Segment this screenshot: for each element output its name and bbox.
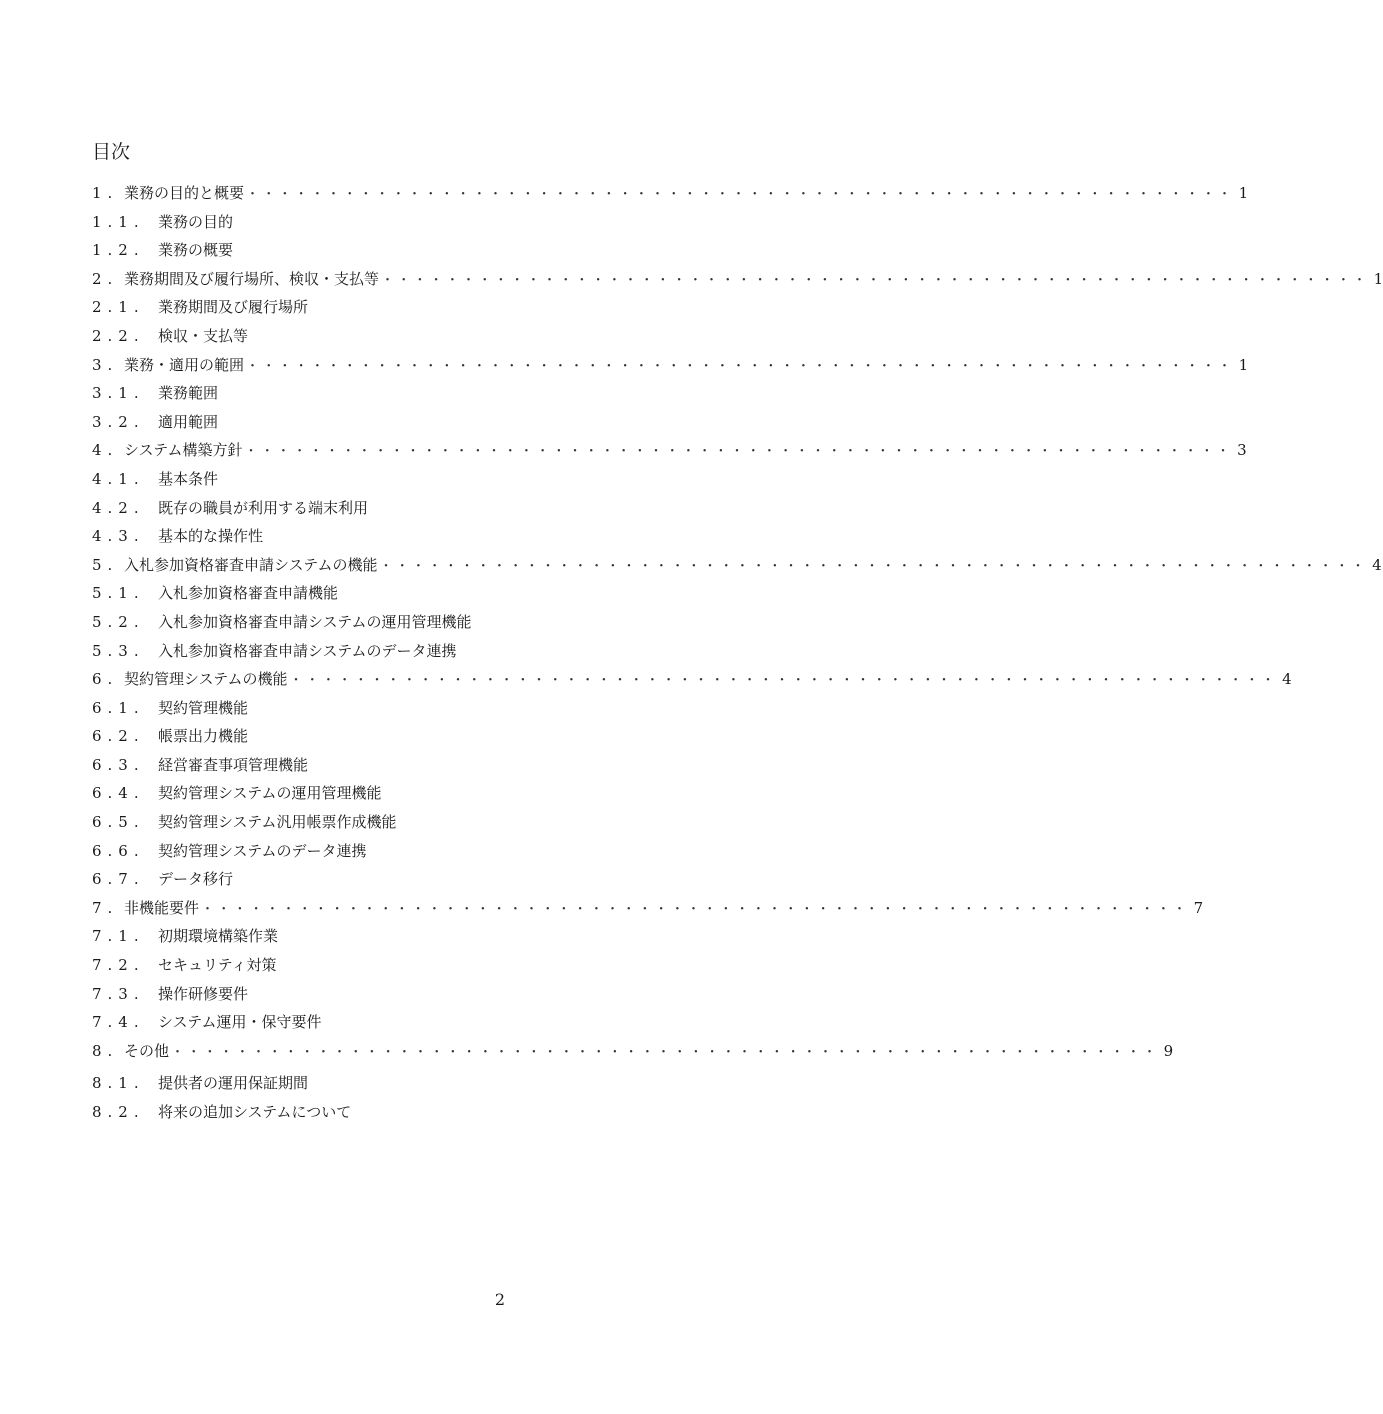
toc-entry-number: 2.2. [92, 326, 145, 345]
toc-leader-dots: ・・・・・・・・・・・・・・・・・・・・・・・・・・・・・・・・・・・・・・・・・・・・・・・・・・・・・・・・・・・・・ [379, 558, 1368, 574]
toc-entry-number: 7.3. [92, 984, 145, 1003]
toc-entry-number: 7.1. [92, 927, 145, 946]
toc-entry-label: 帳票出力機能 [158, 727, 249, 746]
toc-entry-number: 4.2. [92, 498, 145, 517]
toc-entry-number: 6.2. [92, 727, 145, 746]
toc-section-entry [92, 182, 1249, 211]
toc-section-entry [92, 268, 1383, 297]
toc-subsection-entry [92, 697, 794, 726]
page-number: 2 [494, 1290, 506, 1309]
toc-subsection-entry [92, 983, 794, 1012]
toc-entry-number: 6. [92, 670, 119, 689]
toc-entry-number: 1. [92, 184, 119, 202]
toc-subsection-entry [92, 611, 794, 640]
toc-leader-dots: ・・・・・・・・・・・・・・・・・・・・・・・・・・・・・・・・・・・・・・・・・・・・・・・・・・・・・・・・・・・・・ [246, 187, 1235, 202]
toc-entry-page: 1 [1373, 269, 1383, 288]
toc-entry-number: 3. [92, 355, 119, 374]
toc-entry-label: 提供者の運用保証期間 [158, 1074, 309, 1093]
toc-entry-number: 1.1. [92, 212, 145, 231]
toc-subsection-entry [92, 640, 794, 669]
toc-entry-label: 業務の概要 [158, 241, 234, 260]
toc-entry-label: 契約管理システムの運用管理機能 [158, 784, 382, 803]
toc-subsection-entry [92, 468, 794, 497]
toc-entry-number: 5.2. [92, 612, 145, 631]
toc-subsection-entry [92, 840, 794, 869]
toc-entry-number: 8.2. [92, 1103, 145, 1121]
toc-subsection-entry [92, 1072, 794, 1101]
toc-entry-number: 8.1. [92, 1074, 145, 1093]
toc-entry-label: 業務・適用の範囲 [124, 355, 245, 374]
toc-subsection-entry [92, 296, 794, 325]
toc-subsection-entry [92, 811, 794, 840]
toc-subsection-entry [92, 925, 794, 954]
toc-entry-number: 6.6. [92, 841, 145, 860]
toc-entry-label: 基本的な操作性 [158, 527, 264, 546]
toc-section-entry [92, 354, 1249, 383]
toc-section-entry [92, 439, 1247, 468]
toc-subsection-entry [92, 497, 794, 526]
toc-entry-label: 入札参加資格審査申請システムの機能 [124, 555, 378, 574]
toc-entry-label: 既存の職員が利用する端末利用 [158, 498, 369, 517]
toc-entry-page: 4 [1372, 555, 1382, 574]
toc-entry-number: 1.2. [92, 241, 145, 260]
toc-entry-page: 1 [1238, 184, 1249, 202]
toc-entry-label: 初期環境構築作業 [158, 927, 279, 946]
toc-entry-label: システム運用・保守要件 [158, 1013, 322, 1032]
toc-entry-page: 9 [1163, 1041, 1174, 1060]
toc-section-entry [92, 668, 1292, 697]
toc-subsection-entry [92, 211, 794, 240]
toc-entry-number: 2. [92, 269, 119, 288]
toc-entry-label: 契約管理システムの機能 [124, 670, 288, 689]
toc-entry-number: 3.2. [92, 412, 145, 431]
toc-entry-label: その他 [124, 1041, 170, 1060]
toc-leader-dots: ・・・・・・・・・・・・・・・・・・・・・・・・・・・・・・・・・・・・・・・・・・・・・・・・・・・・・・・・・・・・・ [244, 444, 1233, 460]
toc-entry-label: 業務の目的と概要 [124, 184, 245, 202]
toc-entry-number: 2.1. [92, 298, 145, 317]
toc-subsection-entry [92, 239, 794, 268]
toc-entry-number: 6.4. [92, 784, 145, 803]
toc-entry-label: 入札参加資格審査申請システムのデータ連携 [158, 641, 457, 660]
toc-subsection-entry [92, 1011, 794, 1040]
toc-entry-label: 契約管理システムのデータ連携 [158, 841, 367, 860]
toc-entry-label: 将来の追加システムについて [158, 1103, 352, 1121]
toc-entry-page: 3 [1237, 441, 1247, 460]
toc-entry-number: 5.1. [92, 584, 145, 603]
page-content [92, 138, 1383, 1130]
toc-entry-label: 適用範囲 [158, 412, 219, 431]
toc-entry-number: 3.1. [92, 384, 145, 403]
toc-entry-number: 7.4. [92, 1013, 145, 1032]
toc-leader-dots: ・・・・・・・・・・・・・・・・・・・・・・・・・・・・・・・・・・・・・・・・・・・・・・・・・・・・・・・・・・・・・ [201, 901, 1190, 917]
toc-subsection-entry [92, 525, 794, 554]
toc-leader-dots: ・・・・・・・・・・・・・・・・・・・・・・・・・・・・・・・・・・・・・・・・・・・・・・・・・・・・・・・・・・・・・ [289, 673, 1278, 689]
toc-subsection-entry [92, 382, 794, 411]
toc-entry-page: 7 [1193, 898, 1204, 917]
toc-entry-number: 6.5. [92, 813, 145, 832]
toc-entry-number: 6.3. [92, 755, 145, 774]
toc-entry-number: 5. [92, 555, 119, 574]
toc-entry-label: 基本条件 [158, 469, 219, 488]
toc-entry-label: セキュリティ対策 [158, 956, 277, 975]
toc-entry-label: 入札参加資格審査申請システムの運用管理機能 [158, 612, 472, 631]
toc-entry-number: 4.3. [92, 527, 145, 546]
toc-subsection-entry [92, 868, 794, 897]
toc-section-entry [92, 897, 1204, 926]
toc-entry-label: 検収・支払等 [158, 326, 249, 345]
toc-subsection-entry [92, 782, 794, 811]
toc-subsection-entry [92, 411, 794, 440]
toc-entry-number: 4. [92, 441, 119, 460]
toc-list [92, 182, 1383, 1130]
toc-entry-number: 8. [92, 1041, 119, 1060]
toc-entry-label: 業務期間及び履行場所、検収・支払等 [124, 269, 380, 288]
toc-entry-number: 6.7. [92, 870, 145, 889]
toc-entry-label: システム構築方針 [124, 441, 243, 460]
toc-leader-dots: ・・・・・・・・・・・・・・・・・・・・・・・・・・・・・・・・・・・・・・・・・・・・・・・・・・・・・・・・・・・・・ [171, 1044, 1160, 1060]
toc-subsection-entry [92, 754, 794, 783]
toc-entry-number: 5.3. [92, 641, 145, 660]
toc-subsection-entry [92, 325, 794, 354]
toc-entry-label: 業務範囲 [158, 384, 219, 403]
toc-entry-number: 6.1. [92, 698, 145, 717]
toc-title: 目次 [92, 141, 131, 163]
toc-entry-number: 7.2. [92, 956, 145, 975]
toc-entry-label: 業務期間及び履行場所 [158, 298, 309, 317]
toc-section-entry [92, 554, 1382, 583]
toc-leader-dots: ・・・・・・・・・・・・・・・・・・・・・・・・・・・・・・・・・・・・・・・・・・・・・・・・・・・・・・・・・・・・・ [246, 358, 1235, 374]
toc-entry-label: 契約管理システム汎用帳票作成機能 [158, 813, 397, 832]
toc-entry-label: 操作研修要件 [158, 984, 249, 1003]
toc-entry-label: 契約管理機能 [158, 698, 249, 717]
toc-entry-label: データ移行 [158, 870, 234, 889]
toc-entry-label: 経営審査事項管理機能 [158, 755, 309, 774]
toc-section-entry [92, 1040, 1174, 1069]
toc-entry-page: 1 [1238, 355, 1249, 374]
toc-entry-label: 業務の目的 [158, 212, 234, 231]
toc-subsection-entry [92, 1101, 794, 1130]
toc-leader-dots: ・・・・・・・・・・・・・・・・・・・・・・・・・・・・・・・・・・・・・・・・・・・・・・・・・・・・・・・・・・・・・ [381, 272, 1370, 288]
toc-entry-page: 4 [1282, 670, 1292, 689]
toc-subsection-entry [92, 725, 794, 754]
toc-entry-number: 4.1. [92, 469, 145, 488]
toc-entry-label: 非機能要件 [124, 898, 200, 917]
toc-subsection-entry [92, 954, 794, 983]
toc-entry-label: 入札参加資格審査申請機能 [158, 584, 339, 603]
toc-subsection-entry [92, 582, 794, 611]
toc-entry-number: 7. [92, 898, 119, 917]
